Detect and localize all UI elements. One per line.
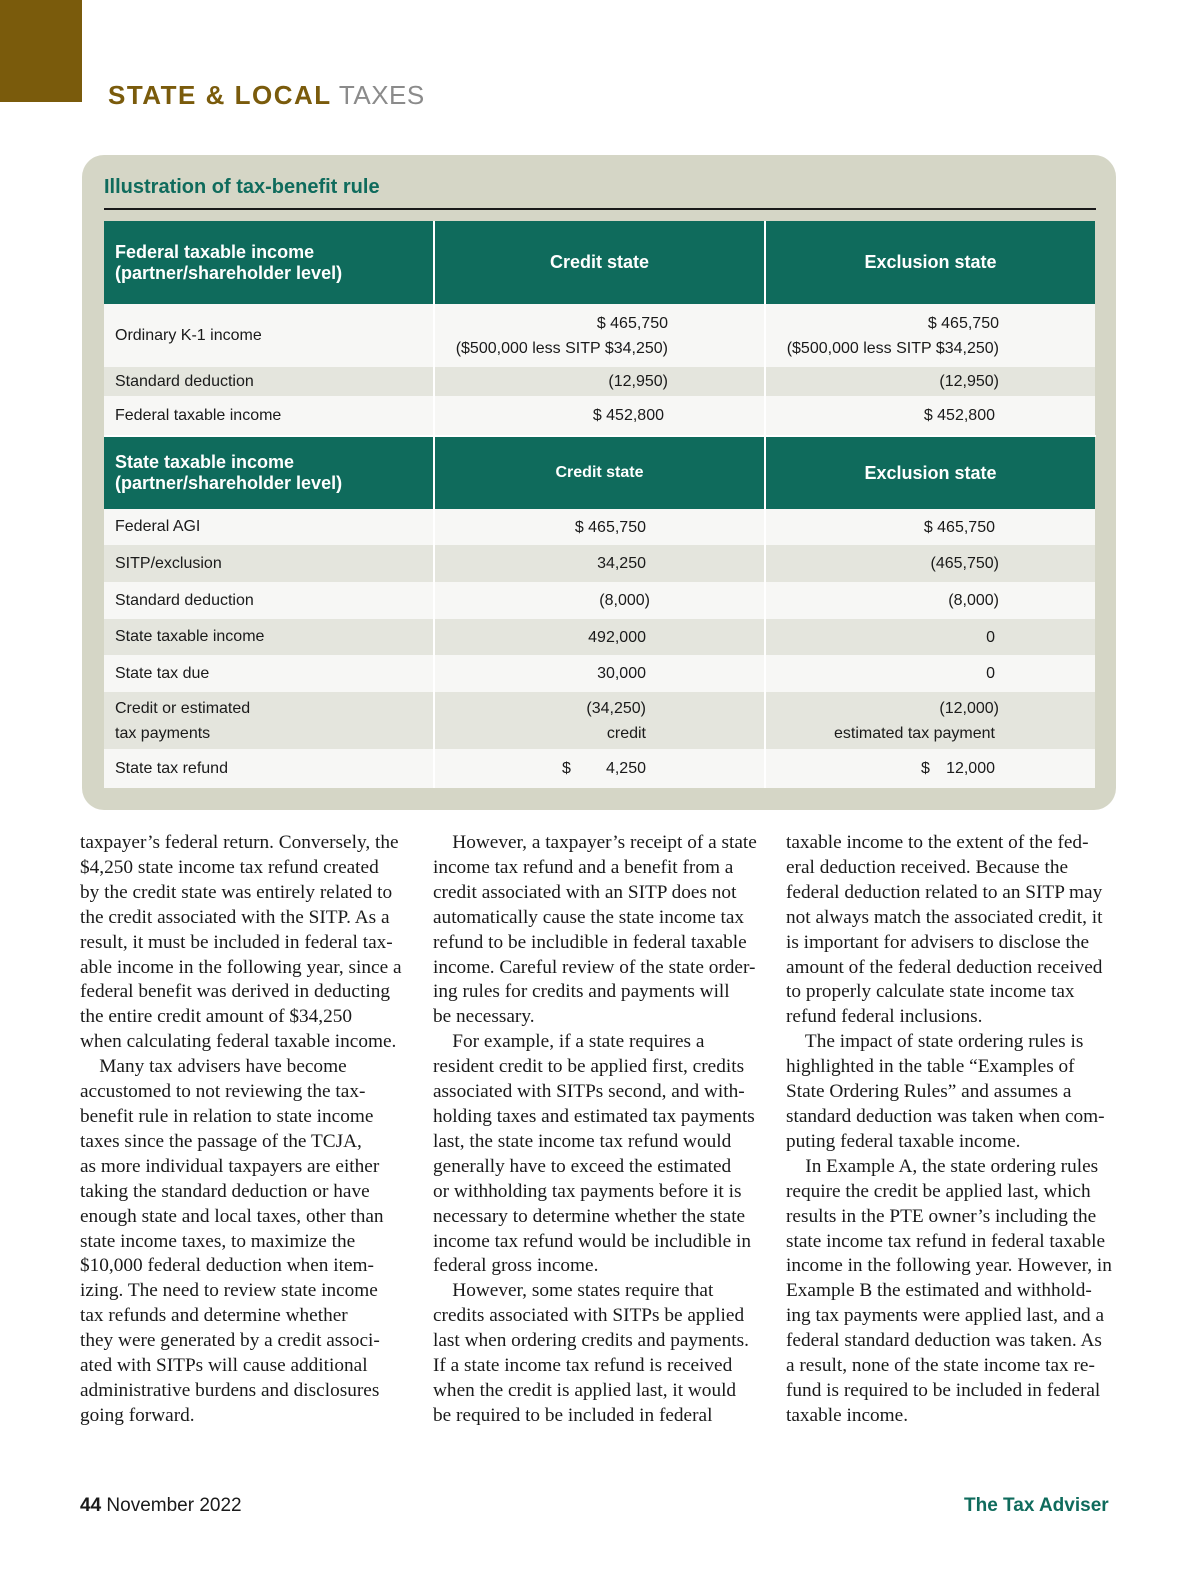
table-row: [104, 509, 1096, 545]
text-line: or withholding tax payments before it is: [433, 1180, 742, 1202]
text-line: the entire credit amount of $34,250: [80, 1006, 352, 1028]
text-line: when calculating federal taxable income.: [80, 1031, 397, 1053]
text-line: highlighted in the table “Examples of: [786, 1056, 1075, 1078]
text-line: not always match the associated credit, it: [786, 906, 1103, 928]
text-line: Many tax advisers have become: [80, 1056, 347, 1078]
text-line: result, it must be included in federal tax-: [80, 931, 393, 953]
section-header: [108, 80, 425, 111]
state-header-row: [104, 435, 1096, 509]
credit-value-text: $ 452,800: [592, 407, 664, 424]
exclusion-value-line1: (12,000): [939, 699, 999, 717]
exclusion-value-text: (465,750): [930, 555, 999, 572]
text-line: last, the state income tax refund would: [433, 1130, 732, 1152]
corner-color-block: [0, 0, 82, 102]
exclusion-value-text: 0: [986, 665, 995, 682]
text-line: izing. The need to review state income: [80, 1280, 378, 1302]
credit-value-line1: (34,250): [586, 699, 646, 717]
text-line: $4,250 state income tax refund created: [80, 856, 379, 878]
credit-value-line2: ($500,000 less SITP $34,250): [455, 339, 668, 357]
text-line: is important for advisers to disclose the: [786, 931, 1090, 953]
table-row: [104, 749, 1096, 788]
federal-header-row: [104, 221, 1096, 304]
table-row: [104, 619, 1096, 655]
text-line: taxable income.: [786, 1404, 909, 1426]
text-line: income. Careful review of the state order-: [433, 956, 756, 978]
text-line: require the credit be applied last, which: [786, 1180, 1091, 1202]
state-header-label-line1: State taxable income: [115, 452, 295, 472]
row-label: Federal AGI: [104, 509, 433, 545]
text-line: taxpayer’s federal return. Conversely, the: [80, 832, 399, 853]
footer-page-info: [80, 1495, 242, 1517]
exclusion-value-text: 0: [986, 628, 995, 646]
text-line: when the credit is applied last, it would: [433, 1379, 737, 1401]
text-line: federal gross income.: [433, 1255, 599, 1277]
row-label: State taxable income: [104, 619, 433, 655]
state-header-label: [104, 437, 433, 509]
text-line: However, some states require that: [433, 1280, 714, 1302]
text-line: able income in the following year, since a: [80, 956, 402, 978]
exclusion-value: [764, 655, 1095, 692]
credit-value-line1: $ 465,750: [596, 314, 668, 332]
text-line: by the credit state was entirely related to: [80, 881, 393, 903]
text-line: enough state and local taxes, other than: [80, 1205, 384, 1227]
exclusion-value: [764, 304, 1095, 367]
text-line: state income tax refund in federal taxable: [786, 1230, 1106, 1252]
text-line: the credit associated with the SITP. As a: [80, 906, 390, 928]
row-label-line2: tax payments: [115, 724, 211, 742]
credit-refund: [562, 760, 646, 778]
text-line: federal deduction related to an SITP may: [786, 881, 1103, 903]
text-line: tax refunds and determine whether: [80, 1305, 348, 1327]
table-row: [104, 655, 1096, 692]
exclusion-value: [764, 367, 1095, 396]
credit-value: [433, 655, 764, 692]
credit-value: [433, 509, 764, 545]
row-label-line1: Credit or estimated: [115, 699, 251, 717]
federal-header-credit: Credit state: [433, 221, 764, 304]
credit-value: [433, 749, 764, 788]
text-line: ing tax payments were applied last, and a: [786, 1305, 1105, 1327]
exclusion-value-line2: estimated tax payment: [834, 724, 995, 742]
text-line: $10,000 federal deduction when item-: [80, 1255, 374, 1277]
text-line: to properly calculate state income tax: [786, 981, 1075, 1003]
credit-value: [433, 367, 764, 396]
text-line: as more individual taxpayers are either: [80, 1155, 380, 1177]
row-label: [104, 692, 433, 749]
publication-name: The Tax Adviser: [964, 1495, 1109, 1516]
text-line: income in the following year. However, in: [786, 1255, 1112, 1277]
body-column-3: [786, 831, 1114, 1429]
text-line: be required to be included in federal: [433, 1404, 713, 1426]
text-line: eral deduction received. Because the: [786, 856, 1069, 878]
text-line: puting federal taxable income.: [786, 1130, 1021, 1152]
text-line: If a state income tax refund is received: [433, 1355, 733, 1377]
text-line: State Ordering Rules” and assumes a: [786, 1081, 1072, 1103]
exclusion-value-text: $ 452,800: [923, 407, 995, 424]
exclusion-value: [764, 396, 1095, 435]
text-line: taxable income to the extent of the fed-: [786, 832, 1089, 853]
text-line: taking the standard deduction or have: [80, 1180, 370, 1202]
credit-value-text: (8,000): [599, 592, 650, 609]
row-label: Standard deduction: [104, 367, 433, 396]
page-number: 44: [80, 1495, 102, 1516]
row-label: Ordinary K-1 income: [104, 304, 433, 367]
federal-header-label: [104, 221, 433, 304]
state-header-credit: Credit state: [433, 437, 764, 509]
credit-value: [433, 619, 764, 655]
credit-value: [433, 304, 764, 367]
section-header-bold: STATE & LOCAL: [108, 80, 332, 110]
text-line: generally have to exceed the estimated: [433, 1155, 732, 1177]
credit-value: [433, 545, 764, 582]
text-line: be necessary.: [433, 1006, 535, 1028]
table-row: [104, 545, 1096, 582]
text-line: The impact of state ordering rules is: [786, 1031, 1084, 1053]
text-line: associated with SITPs second, and with-: [433, 1081, 745, 1103]
credit-value: [433, 396, 764, 435]
table-row: [104, 367, 1096, 396]
exclusion-value-text: (12,950): [939, 373, 999, 390]
credit-amount: 4,250: [605, 759, 646, 777]
credit-value-text: 34,250: [597, 555, 646, 572]
federal-header-label-line1: Federal taxable income: [115, 241, 315, 262]
text-line: income tax refund and a benefit from a: [433, 856, 734, 878]
body-column-1: [80, 831, 408, 1429]
tax-benefit-table: [104, 221, 1096, 788]
credit-value: [433, 582, 764, 619]
credit-value-text: (12,950): [608, 373, 668, 390]
credit-dollar-sign: $: [562, 759, 571, 777]
text-line: results in the PTE owner’s including the: [786, 1205, 1097, 1227]
federal-header-exclusion: Exclusion state: [764, 221, 1095, 304]
text-line: However, a taxpayer’s receipt of a state: [433, 832, 757, 853]
text-line: federal benefit was derived in deducting: [80, 981, 390, 1003]
state-header-label-line2: (partner/shareholder level): [115, 473, 343, 493]
issue-date: November 2022: [106, 1495, 242, 1516]
text-line: For example, if a state requires a: [433, 1031, 705, 1053]
text-line: amount of the federal deduction received: [786, 956, 1103, 978]
row-label: State tax due: [104, 655, 433, 692]
text-line: standard deduction was taken when com-: [786, 1105, 1105, 1127]
credit-value: [433, 692, 764, 749]
text-line: ated with SITPs will cause additional: [80, 1355, 368, 1377]
exclusion-value-text: (8,000): [948, 592, 999, 609]
exclusion-dollar-sign: $: [921, 759, 930, 777]
exclusion-value: [764, 692, 1095, 749]
text-line: accustomed to not reviewing the tax-: [80, 1081, 366, 1103]
body-column-2: [433, 831, 761, 1429]
exclusion-value-line2: ($500,000 less SITP $34,250): [786, 339, 999, 357]
table-row: [104, 582, 1096, 619]
text-line: Example B the estimated and withhold-: [786, 1280, 1092, 1302]
text-line: ing rules for credits and payments will: [433, 981, 730, 1003]
exclusion-amount: 12,000: [946, 759, 995, 777]
exclusion-value: [764, 749, 1095, 788]
text-line: credits associated with SITPs be applied: [433, 1305, 745, 1327]
text-line: credit associated with an SITP does not: [433, 881, 737, 903]
federal-header-label-line2: (partner/shareholder level): [115, 262, 343, 283]
credit-value-text: $ 465,750: [574, 518, 646, 536]
text-line: they were generated by a credit associ-: [80, 1330, 380, 1352]
table-title: Illustration of tax-benefit rule: [104, 176, 380, 198]
text-line: necessary to determine whether the state: [433, 1205, 746, 1227]
text-line: holding taxes and estimated tax payments: [433, 1105, 755, 1127]
text-line: automatically cause the state income tax: [433, 906, 745, 928]
row-label: SITP/exclusion: [104, 545, 433, 582]
text-line: a result, none of the state income tax re-: [786, 1355, 1095, 1377]
text-line: state income taxes, to maximize the: [80, 1230, 356, 1252]
text-line: benefit rule in relation to state income: [80, 1105, 374, 1127]
text-line: last when ordering credits and payments.: [433, 1330, 749, 1352]
text-line: resident credit to be applied first, credits: [433, 1056, 745, 1078]
text-line: going forward.: [80, 1404, 195, 1426]
table-row: [104, 692, 1096, 749]
text-line: administrative burdens and disclosures: [80, 1379, 380, 1401]
text-line: taxes since the passage of the TCJA,: [80, 1130, 362, 1152]
text-line: refund federal inclusions.: [786, 1006, 983, 1028]
exclusion-value: [764, 619, 1095, 655]
exclusion-value-text: $ 465,750: [923, 518, 995, 536]
credit-value-text: 30,000: [597, 665, 646, 682]
exclusion-value: [764, 582, 1095, 619]
exclusion-value: [764, 509, 1095, 545]
row-label: Federal taxable income: [104, 396, 433, 435]
text-line: income tax refund would be includible in: [433, 1230, 752, 1252]
state-header-exclusion: Exclusion state: [764, 437, 1095, 509]
row-label: State tax refund: [104, 749, 433, 788]
exclusion-value-line1: $ 465,750: [927, 314, 999, 332]
table-row: [104, 304, 1096, 367]
section-header-light: TAXES: [338, 80, 425, 110]
text-line: refund to be includible in federal taxable: [433, 931, 747, 953]
text-line: In Example A, the state ordering rules: [786, 1155, 1099, 1177]
credit-value-line2: credit: [606, 724, 646, 742]
row-label: Standard deduction: [104, 582, 433, 619]
text-line: federal standard deduction was taken. As: [786, 1330, 1102, 1352]
table-row: [104, 396, 1096, 435]
title-rule: [104, 208, 1096, 210]
exclusion-value: [764, 545, 1095, 582]
exclusion-refund: [921, 760, 995, 778]
text-line: fund is required to be included in federal: [786, 1379, 1101, 1401]
credit-value-text: 492,000: [588, 628, 646, 646]
